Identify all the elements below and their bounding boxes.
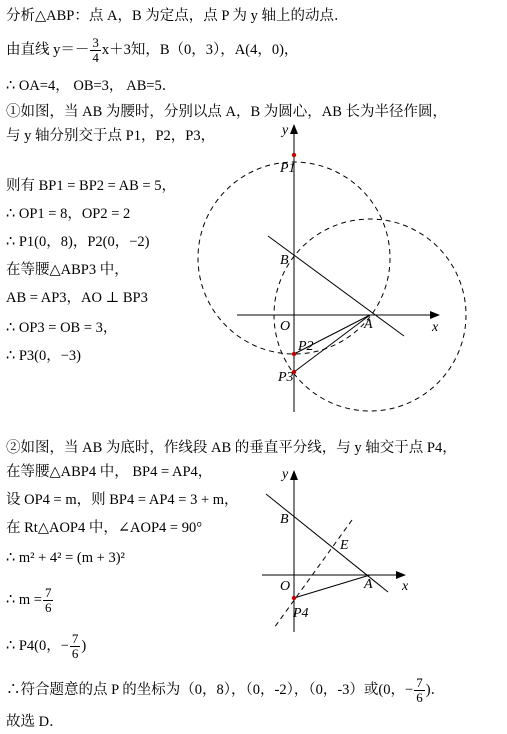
fig1-y-label: y — [282, 123, 289, 138]
text-line-16: 在 Rt△AOP4 中，∠AOP4 = 90° — [6, 520, 202, 536]
text-line-9: 在等腰△ABP3 中， — [6, 262, 129, 278]
line2-prefix: 由直线 y＝－ — [6, 41, 90, 58]
text-line-6: 则有 BP1 = BP2 = AB = 5， — [6, 178, 176, 194]
text-line-5: 与 y 轴分别交于点 P1，P2，P3， — [6, 128, 216, 144]
fig1-a-label: A — [364, 317, 373, 332]
fraction-denominator: 4 — [92, 50, 99, 65]
fig1-o-label: O — [280, 319, 291, 334]
fraction-numerator: 7 — [44, 585, 52, 600]
line18-prefix: ∴ m = — [6, 591, 42, 608]
line20-prefix: ∴符合题意的点 P 的坐标为（0，8），（0，-2），（0，-3）或(0，− — [6, 681, 414, 698]
fraction-denominator: 6 — [71, 646, 79, 661]
fig2-point-p4 — [292, 596, 296, 600]
text-line-8: ∴ P1(0，8)，P2(0，−2) — [6, 234, 150, 250]
fig2-segment-ap4 — [294, 575, 370, 598]
line2-suffix: x＋3知，B（0，3），A(4，0)， — [101, 41, 299, 58]
fig2-y-label: y — [282, 467, 289, 482]
fig1-p3-label: P3 — [278, 370, 294, 385]
text-line-12: ∴ P3(0，−3) — [6, 348, 81, 364]
text-line-4: ①如图，当 AB 为腰时，分别以点 A，B 为圆心，AB 长为半径作圆， — [6, 104, 448, 120]
text-line-1: 分析△ABP：点 A，B 为定点，点 P 为 y 轴上的动点． — [6, 8, 349, 24]
text-line-17: ∴ m² + 4² = (m + 3)² — [6, 550, 125, 566]
fig1-x-label: x — [432, 320, 439, 335]
text-line-7: ∴ OP1 = 8，OP2 = 2 — [6, 206, 131, 222]
text-line-3: ∴ OA=4， OB=3， AB=5． — [6, 78, 177, 94]
text-line-14: 在等腰△ABP4 中， BP4 = AP4， — [6, 464, 213, 480]
line20-suffix: )． — [425, 681, 446, 698]
fig1-p1-label: P1 — [280, 161, 296, 176]
fraction-numerator: 7 — [71, 631, 79, 646]
fig2-perpendicular-bisector — [274, 520, 352, 628]
line19-suffix: ) — [81, 637, 87, 654]
fig2-y-arrow — [290, 470, 298, 480]
fig2-a-label: A — [364, 577, 373, 592]
fraction-denominator: 6 — [416, 690, 423, 705]
text-line-15: 设 OP4 = m，则 BP4 = AP4 = 3 + m， — [6, 492, 239, 508]
fig2-b-label: B — [280, 512, 289, 527]
line19-prefix: ∴ P4(0，− — [6, 637, 69, 654]
text-line-21: 故选 D． — [6, 714, 64, 730]
fraction-numerator: 7 — [416, 675, 423, 690]
text-line-10: AB = AP3，AO ⊥ BP3 — [6, 290, 148, 306]
fig2-p4-label: P4 — [293, 606, 309, 621]
text-line-11: ∴ OP3 = OB = 3， — [6, 320, 118, 336]
fraction-numerator: 3 — [92, 35, 99, 50]
fig2-o-label: O — [280, 579, 291, 594]
fig2-e-label: E — [340, 538, 349, 553]
fig1-b-label: B — [280, 253, 289, 268]
fig1-p2-label: P2 — [298, 339, 314, 354]
fig2-x-label: x — [402, 579, 409, 594]
fig2-x-arrow — [396, 571, 406, 579]
text-line-13: ②如图，当 AB 为底时，作线段 AB 的垂直平分线，与 y 轴交于点 P4， — [6, 440, 457, 456]
fraction-denominator: 6 — [44, 600, 52, 615]
